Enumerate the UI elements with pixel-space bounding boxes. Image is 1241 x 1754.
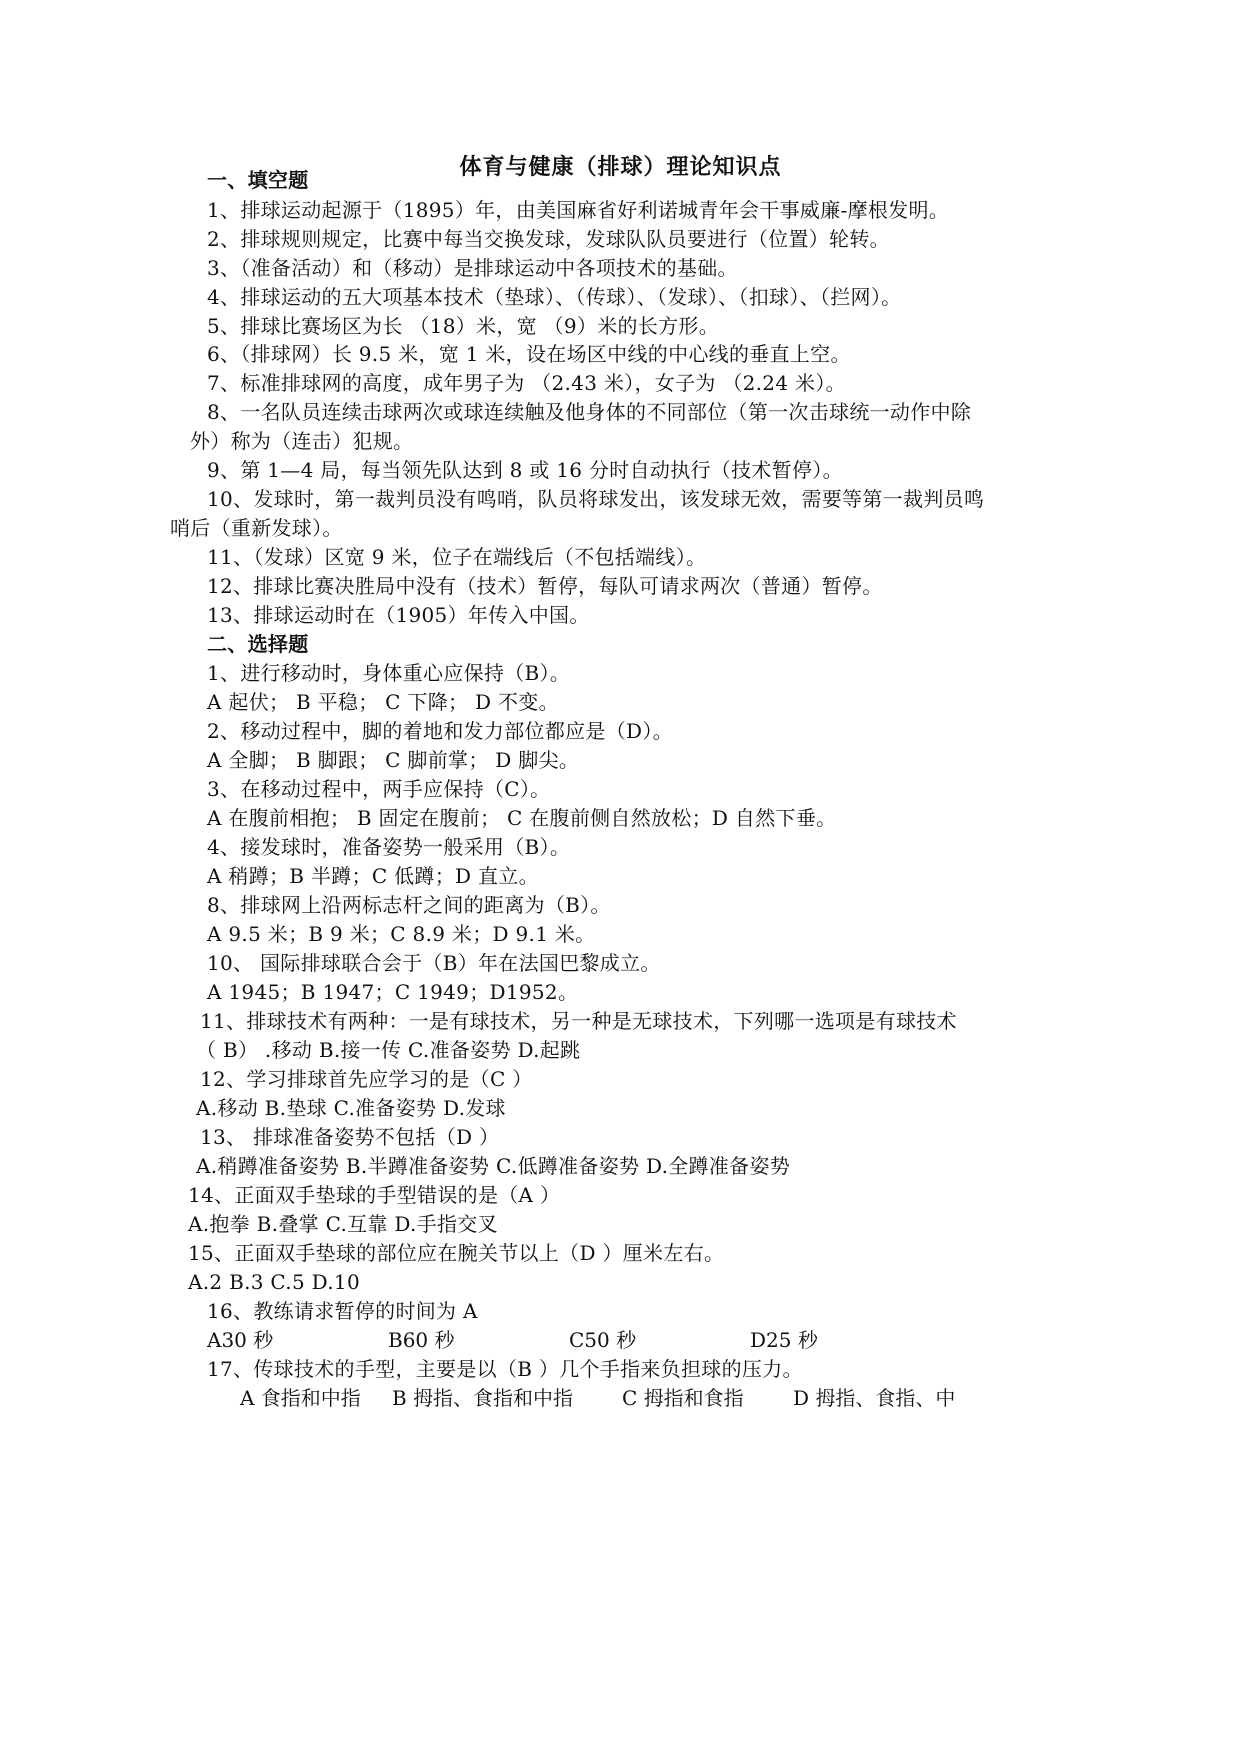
- choice-option: D 拇指、食指、中: [793, 1386, 956, 1410]
- choice-options: A 稍蹲；B 半蹲；C 低蹲；D 直立。: [207, 864, 539, 888]
- section-heading-fill-in: 一、填空题: [207, 168, 309, 192]
- fill-item: 3、（准备活动）和（移动）是排球运动中各项技术的基础。: [207, 256, 738, 280]
- choice-option: A 食指和中指: [240, 1386, 361, 1410]
- fill-item-continuation: 哨后（重新发球）。: [170, 516, 343, 540]
- section-heading-choice: 二、选择题: [207, 632, 309, 656]
- fill-item: 12、排球比赛决胜局中没有（技术）暂停，每队可请求两次（普通）暂停。: [207, 574, 883, 598]
- fill-item: 9、第 1—4 局，每当领先队达到 8 或 16 分时自动执行（技术暂停）。: [207, 458, 843, 482]
- choice-question: 15、正面双手垫球的部位应在腕关节以上（D ）厘米左右。: [188, 1241, 725, 1265]
- choice-question: 16、教练请求暂停的时间为 A: [207, 1299, 478, 1323]
- choice-question: 2、移动过程中，脚的着地和发力部位都应是（D）。: [207, 719, 673, 743]
- choice-options: A 起伏； B 平稳； C 下降； D 不变。: [207, 690, 559, 714]
- choice-options: A.2 B.3 C.5 D.10: [188, 1270, 360, 1294]
- choice-options: A.抱拳 B.叠掌 C.互靠 D.手指交叉: [188, 1212, 498, 1236]
- choice-question: 10、 国际排球联合会于（B）年在法国巴黎成立。: [207, 951, 661, 975]
- choice-options: A 9.5 米；B 9 米；C 8.9 米；D 9.1 米。: [207, 922, 596, 946]
- fill-item: 4、排球运动的五大项基本技术（垫球）、（传球）、（发球）、（扣球）、（拦网）。: [207, 285, 902, 309]
- choice-options: A 在腹前相抱； B 固定在腹前； C 在腹前侧自然放松；D 自然下垂。: [207, 806, 837, 830]
- choice-option: C50 秒: [569, 1328, 637, 1352]
- choice-options: （ B） .移动 B.接一传 C.准备姿势 D.起跳: [196, 1038, 581, 1062]
- fill-item: 1、排球运动起源于（1895）年，由美国麻省好利诺城青年会干事威廉-摩根发明。: [207, 198, 950, 222]
- fill-item: 6、（排球网）长 9.5 米，宽 1 米，设在场区中线的中心线的垂直上空。: [207, 342, 851, 366]
- choice-options: A 1945；B 1947；C 1949；D1952。: [207, 980, 579, 1004]
- choice-option: B 拇指、食指和中指: [392, 1386, 574, 1410]
- choice-option: B60 秒: [388, 1328, 455, 1352]
- choice-question: 8、排球网上沿两标志杆之间的距离为（B）。: [207, 893, 611, 917]
- choice-question: 14、正面双手垫球的手型错误的是（A ）: [188, 1183, 561, 1207]
- choice-option: D25 秒: [750, 1328, 818, 1352]
- fill-item: 7、标准排球网的高度，成年男子为 （2.43 米），女子为 （2.24 米）。: [207, 371, 846, 395]
- choice-options: A.移动 B.垫球 C.准备姿势 D.发球: [196, 1096, 506, 1120]
- fill-item: 2、排球规则规定，比赛中每当交换发球，发球队队员要进行（位置）轮转。: [207, 227, 890, 251]
- choice-question: 3、在移动过程中，两手应保持（C）。: [207, 777, 551, 801]
- choice-option: C 拇指和食指: [622, 1386, 744, 1410]
- fill-item: 10、发球时，第一裁判员没有鸣哨，队员将球发出，该发球无效，需要等第一裁判员鸣: [207, 487, 985, 511]
- fill-item: 11、（发球）区宽 9 米，位子在端线后（不包括端线）。: [207, 545, 707, 569]
- fill-item: 13、排球运动时在（1905）年传入中国。: [207, 603, 590, 627]
- choice-question: 4、接发球时，准备姿势一般采用（B）。: [207, 835, 571, 859]
- fill-item: 5、排球比赛场区为长 （18）米，宽 （9）米的长方形。: [207, 314, 720, 338]
- choice-question: 1、进行移动时，身体重心应保持（B）。: [207, 661, 571, 685]
- choice-question: 17、传球技术的手型，主要是以（B ）几个手指来负担球的压力。: [207, 1357, 803, 1381]
- choice-option: A30 秒: [207, 1328, 274, 1352]
- fill-item-continuation: 外）称为（连击）犯规。: [190, 429, 414, 453]
- choice-question: 12、学习排球首先应学习的是（C ）: [200, 1067, 533, 1091]
- fill-item: 8、一名队员连续击球两次或球连续触及他身体的不同部位（第一次击球统一动作中除: [207, 400, 972, 424]
- document-title: 体育与健康（排球）理论知识点: [459, 154, 782, 180]
- choice-question: 13、 排球准备姿势不包括（D ）: [200, 1125, 500, 1149]
- choice-options: A.稍蹲准备姿势 B.半蹲准备姿势 C.低蹲准备姿势 D.全蹲准备姿势: [196, 1154, 791, 1178]
- choice-options: A 全脚； B 脚跟； C 脚前掌； D 脚尖。: [207, 748, 580, 772]
- choice-question: 11、排球技术有两种：一是有球技术，另一种是无球技术，下列哪一选项是有球技术: [200, 1009, 957, 1033]
